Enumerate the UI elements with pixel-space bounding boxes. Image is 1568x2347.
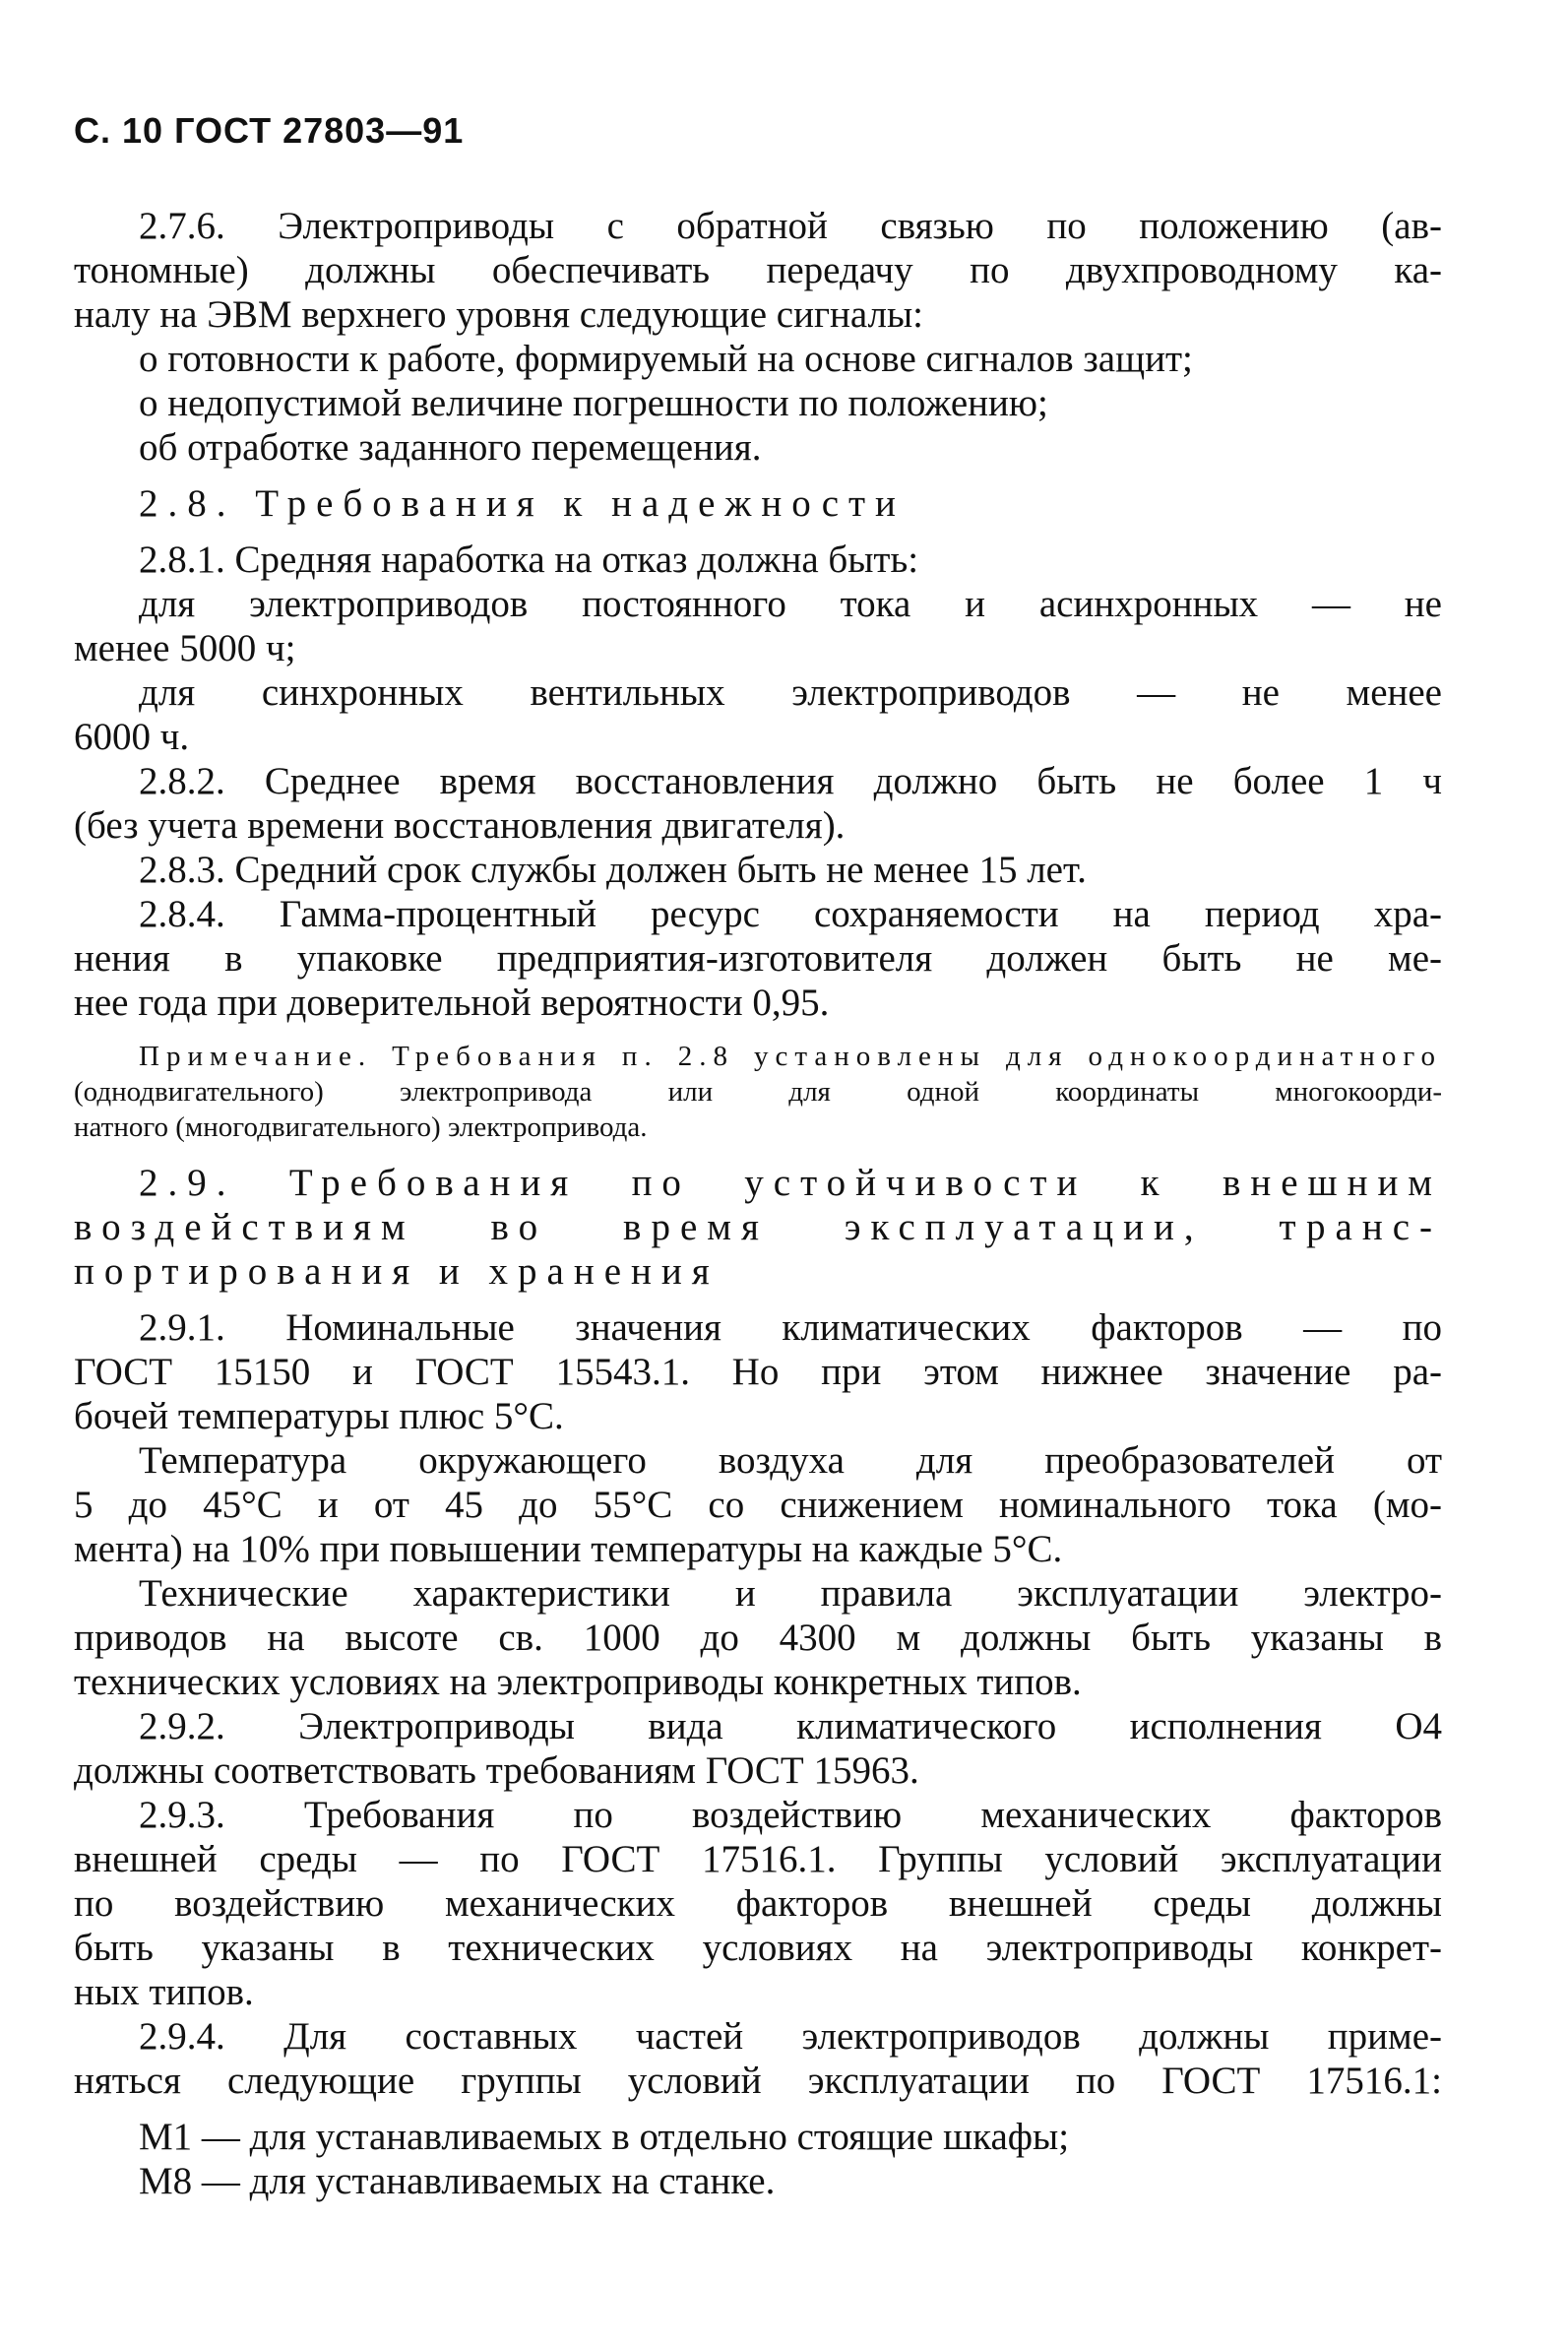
text-line: о недопустимой величине погрешности по положению;: [139, 382, 1048, 424]
text-line: М8 — для устанавливаемых на станке.: [139, 2160, 776, 2202]
page-header: [74, 110, 464, 152]
text-line: (без учета времени восстановления двигателя).: [74, 804, 846, 847]
text-line: бочей температуры плюс 5°С.: [74, 1395, 564, 1437]
page-number: С. 10: [74, 110, 164, 151]
section-heading: 2.9. Требования по устойчивости к внешним: [139, 1162, 1442, 1204]
section-heading: портирования и хранения: [74, 1250, 720, 1293]
standard-code: ГОСТ 27803—91: [174, 110, 465, 151]
text-line: менее 5000 ч;: [74, 627, 296, 669]
text-line: для синхронных вентильных электроприводов — не менее: [139, 671, 1442, 714]
text-line: технических условиях на электроприводы конкретных типов.: [74, 1661, 1082, 1703]
note-line: натного (многодвигательного) электропривода.: [74, 1111, 648, 1143]
note-line: Примечание. Требования п. 2.8 установлены для однокоординатного: [139, 1041, 1442, 1072]
text-line: внешней среды — по ГОСТ 17516.1. Группы условий эксплуатации: [74, 1838, 1442, 1880]
text-line: нения в упаковке предприятия-изготовителя должен быть не ме-: [74, 937, 1442, 980]
note-line: (однодвигательного) электропривода или для одной координаты многокоорди-: [74, 1076, 1442, 1108]
text-line: о готовности к работе, формируемый на основе сигналов защит;: [139, 338, 1193, 380]
text-line: Технические характеристики и правила эксплуатации электро-: [139, 1572, 1442, 1615]
text-line: 2.8.3. Средний срок службы должен быть не менее 15 лет.: [139, 849, 1087, 891]
text-line: приводов на высоте св. 1000 до 4300 м должны быть указаны в: [74, 1617, 1442, 1659]
text-line: 2.9.1. Номинальные значения климатических факторов — по: [139, 1306, 1442, 1349]
text-line: 2.9.3. Требования по воздействию механических факторов: [139, 1794, 1442, 1836]
text-line: должны соответствовать требованиям ГОСТ 15963.: [74, 1749, 919, 1792]
text-line: налу на ЭВМ верхнего уровня следующие сигналы:: [74, 293, 923, 336]
text-line: тономные) должны обеспечивать передачу по двухпроводному ка-: [74, 249, 1442, 291]
text-line: 2.8.4. Гамма-процентный ресурс сохраняемости на период хра-: [139, 893, 1442, 935]
text-line: мента) на 10% при повышении температуры на каждые 5°С.: [74, 1528, 1063, 1570]
text-line: быть указаны в технических условиях на электроприводы конкрет-: [74, 1927, 1442, 1969]
text-line: Температура окружающего воздуха для преобразователей от: [139, 1439, 1442, 1482]
text-line: об отработке заданного перемещения.: [139, 426, 762, 469]
text-line: 2.8.1. Средняя наработка на отказ должна быть:: [139, 539, 919, 581]
text-line: нее года при доверительной вероятности 0,95.: [74, 982, 830, 1024]
text-line: няться следующие группы условий эксплуатации по ГОСТ 17516.1:: [74, 2060, 1442, 2102]
text-line: ГОСТ 15150 и ГОСТ 15543.1. Но при этом нижнее значение ра-: [74, 1351, 1442, 1393]
body-text: [74, 204, 1442, 2203]
text-line: 2.9.4. Для составных частей электроприводов должны приме-: [139, 2015, 1442, 2058]
section-heading: 2.8. Требования к надежности: [139, 482, 906, 525]
text-line: М1 — для устанавливаемых в отдельно стоящие шкафы;: [139, 2116, 1070, 2158]
text-line: 2.8.2. Среднее время восстановления должно быть не более 1 ч: [139, 760, 1442, 802]
section-heading: воздействиям во время эксплуатации, транс-: [74, 1206, 1442, 1248]
text-line: 2.9.2. Электроприводы вида климатического исполнения О4: [139, 1705, 1442, 1747]
text-line: 2.7.6. Электроприводы с обратной связью по положению (ав-: [139, 205, 1442, 247]
text-line: по воздействию механических факторов внешней среды должны: [74, 1882, 1442, 1925]
text-line: для электроприводов постоянного тока и асинхронных — не: [139, 583, 1442, 625]
text-line: 5 до 45°С и от 45 до 55°С со снижением номинального тока (мо-: [74, 1484, 1442, 1526]
text-line: 6000 ч.: [74, 716, 190, 758]
text-line: ных типов.: [74, 1971, 254, 2013]
